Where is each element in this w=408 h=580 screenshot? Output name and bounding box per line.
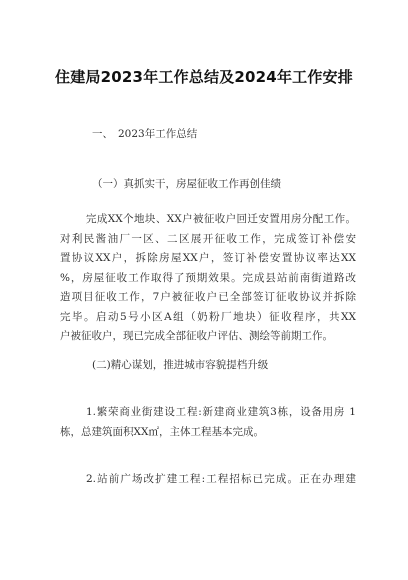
paragraph-1: [60, 210, 356, 347]
paragraph-line: 完毕。启动5号小区A组（奶粉厂地块）征收程序，共XX: [60, 310, 356, 323]
subsection-heading-1: （一）真抓实干，房屋征收工作再创佳绩: [92, 178, 281, 190]
list-item-2: [60, 470, 356, 490]
paragraph-line: 完成XX个地块、XX户被征收户回迁安置用房分配工作。: [86, 213, 356, 225]
document-title: 住建局2023年工作总结及2024年工作安排: [55, 68, 353, 86]
subsection-heading-2: (二)精心谋划，推进城市容貌提档升级: [92, 359, 269, 371]
paragraph-line: 1.繁荣商业街建设工程:新建商业建筑3栋，设备用房 1: [86, 406, 356, 418]
section-heading: [92, 127, 197, 141]
paragraph-line: 造项目征收工作，7户被征收户已全部签订征收协议并拆除: [60, 291, 356, 303]
paragraph-line: 2.站前广场改扩建工程:工程招标已完成。正在办理建: [86, 473, 356, 485]
section-title: 2023年工作总结: [118, 128, 198, 140]
paragraph-line: %，房屋征收工作取得了预期效果。完成县站前南街道路改: [60, 271, 356, 284]
paragraph-line: 栋，总建筑面积XX㎡，主体工程基本完成。: [60, 425, 264, 438]
section-number: 一、: [92, 128, 113, 140]
paragraph-line: 对利民酱油厂一区、二区展开征收工作，完成签订补偿安: [60, 232, 356, 245]
paragraph-line: 置协议XX户，拆除房屋XX户，签订补偿安置协议率达XX: [60, 252, 356, 264]
paragraph-line: 户被征收户，现已完成全部征收户评估、测绘等前期工作。: [60, 330, 333, 342]
list-item-1: [60, 403, 356, 442]
